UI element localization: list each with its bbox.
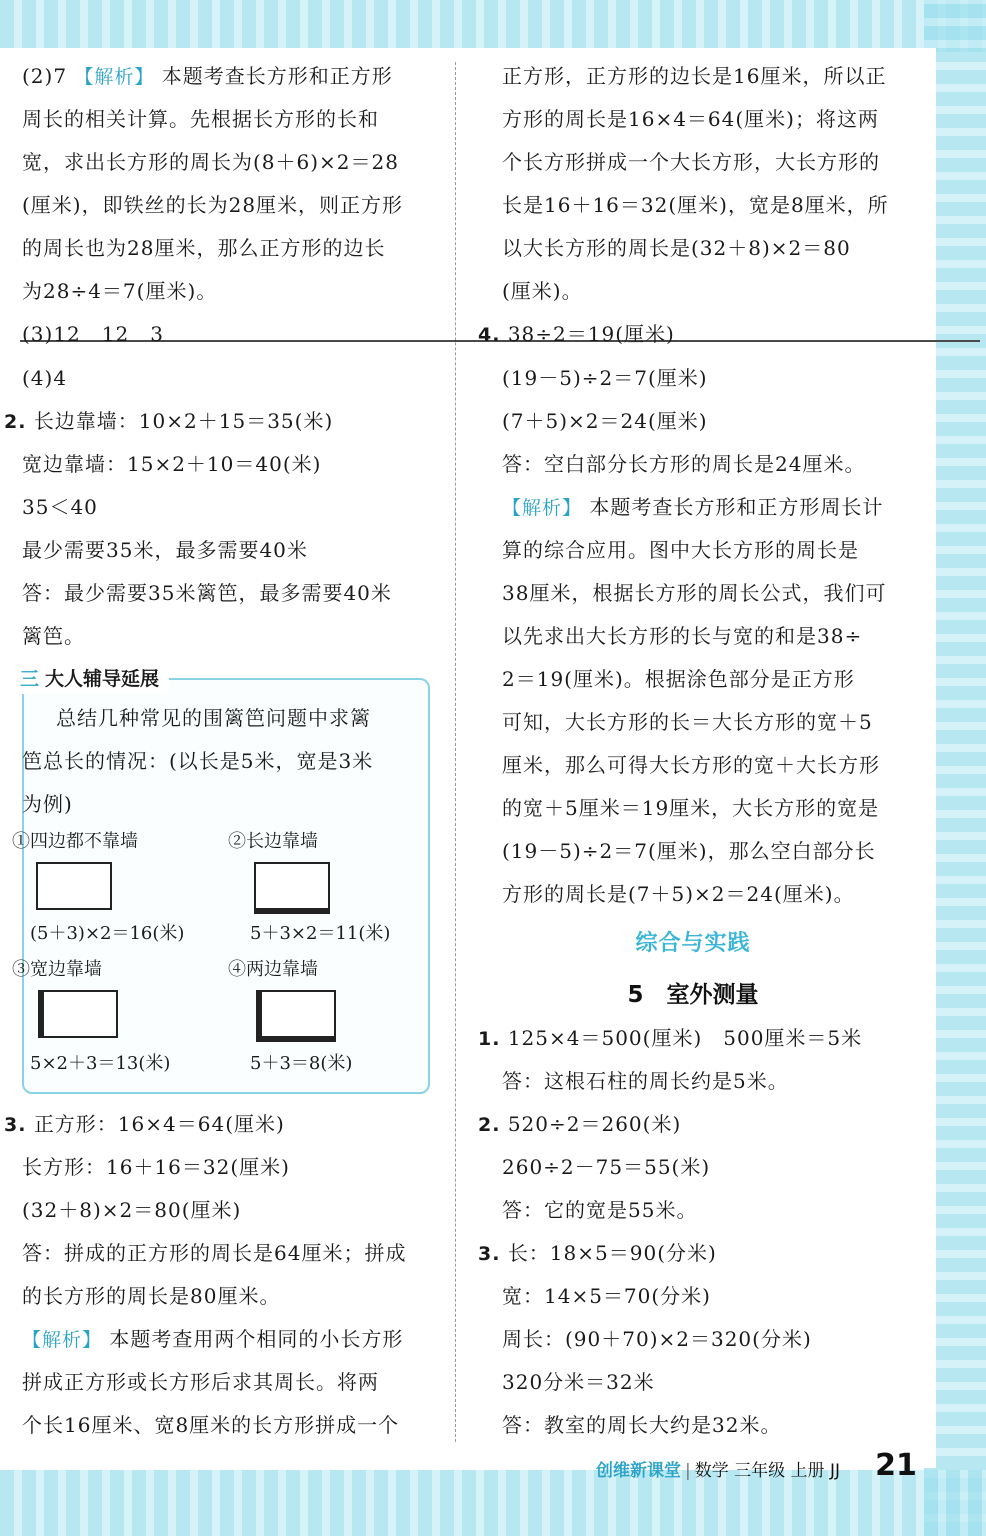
exercise-1-line — [478, 1024, 862, 1053]
answer-line: 320分米＝32米 — [502, 1370, 655, 1394]
question-number: 2. — [4, 411, 27, 433]
analysis-tag: 【解析】 — [74, 66, 155, 88]
page-number: 21 — [875, 1448, 917, 1483]
question-4-line — [478, 320, 675, 349]
analysis-line: 2＝19(厘米)。根据涂色部分是正方形 — [502, 667, 855, 691]
tutoring-extension-title — [12, 664, 169, 694]
answer-2-2-line — [22, 62, 393, 91]
answer-line: 答：教室的周长大约是32米。 — [502, 1413, 782, 1437]
answer-line: 520÷2＝260(米) — [507, 1112, 682, 1136]
fence-case-label: ①四边都不靠墙 — [12, 831, 138, 852]
analysis-text: 本题考查长方形和正方形 — [161, 64, 393, 88]
fence-diagram-no-wall — [36, 862, 112, 910]
analysis-line — [22, 1325, 403, 1354]
fence-case-label: ②长边靠墙 — [228, 831, 318, 852]
answer-line: 宽：14×5＝70(分米) — [502, 1284, 711, 1308]
answer-page — [0, 48, 936, 1468]
lesson-title: 5 室外测量 — [627, 982, 759, 1008]
box-title-text: 大人辅导延展 — [45, 668, 160, 690]
exercise-2-line — [478, 1110, 681, 1139]
fence-diagram-long-wall — [254, 862, 330, 914]
column-divider — [455, 62, 456, 1442]
decorative-top-border — [0, 0, 986, 52]
analysis-text: 本题考查长方形和正方形周长计 — [589, 495, 884, 519]
fence-case-formula: (5＋3)×2＝16(米) — [30, 923, 185, 944]
analysis-line: 正方形，正方形的边长是16厘米，所以正 — [502, 64, 887, 88]
footer-volume: 上册 — [790, 1461, 825, 1481]
footer-subject: 数学 — [694, 1461, 729, 1481]
analysis-line: 方形的周长是(7＋5)×2＝24(厘米)。 — [502, 882, 855, 906]
question-number: 3. — [4, 1114, 27, 1136]
answer-line: 长边靠墙：10×2＋15＝35(米) — [33, 409, 334, 433]
analysis-line: 以大长方形的周长是(32＋8)×2＝80 — [502, 236, 851, 260]
answer-line: 周长：(90＋70)×2＝320(分米) — [502, 1327, 812, 1351]
analysis-text: 本题考查用两个相同的小长方形 — [109, 1327, 404, 1351]
analysis-line: 方形的周长是16×4＝64(厘米)；将这两 — [502, 107, 879, 131]
analysis-line: 算的综合应用。图中大长方形的周长是 — [502, 538, 859, 562]
analysis-line: 长是16＋16＝32(厘米)，宽是8厘米，所 — [502, 193, 889, 217]
answer-line: 答：它的宽是55米。 — [502, 1198, 698, 1222]
analysis-line: 38厘米，根据长方形的周长公式，我们可 — [502, 581, 887, 605]
analysis-line: (19－5)÷2＝7(厘米)，那么空白部分长 — [502, 839, 876, 863]
answer-2-2-value: (2)7 — [22, 64, 68, 88]
answer-2-3: (3)12 12 3 — [22, 322, 164, 346]
answer-line: 35＜40 — [22, 495, 98, 519]
box-intro-line: 为例) — [22, 792, 73, 816]
answer-line: 260÷2－75＝55(米) — [502, 1155, 711, 1179]
answer-line: (32＋8)×2＝80(厘米) — [22, 1198, 242, 1222]
box-title-mark: 三 — [20, 668, 40, 690]
answer-2-4: (4)4 — [22, 366, 68, 390]
analysis-line: 的宽＋5厘米＝19厘米，大长方形的宽是 — [502, 796, 880, 820]
watermark-logo — [808, 1494, 958, 1534]
answer-line: 答：最少需要35米篱笆，最多需要40米 — [22, 581, 392, 605]
answer-line: 125×4＝500(厘米) 500厘米＝5米 — [507, 1026, 863, 1050]
box-intro-line: 总结几种常见的围篱笆问题中求篱 — [56, 706, 371, 730]
analysis-line: 宽，求出长方形的周长为(8＋6)×2＝28 — [22, 150, 399, 174]
analysis-line: 为28÷4＝7(厘米)。 — [22, 279, 218, 303]
answer-line: 篱笆。 — [22, 624, 85, 648]
answer-line: 长：18×5＝90(分米) — [507, 1241, 717, 1265]
answer-line: 长方形：16＋16＝32(厘米) — [22, 1155, 290, 1179]
answer-line: 宽边靠墙：15×2＋10＝40(米) — [22, 452, 322, 476]
analysis-line: (厘米)。 — [502, 279, 583, 303]
analysis-line: 以先求出大长方形的长与宽的和是38÷ — [502, 624, 863, 648]
answer-line: 答：这根石柱的周长约是5米。 — [502, 1069, 789, 1093]
exercise-3-line — [478, 1239, 717, 1268]
question-2-line — [4, 407, 333, 436]
analysis-line — [502, 493, 883, 522]
question-number: 4. — [478, 324, 501, 346]
fence-case-formula: 5＋3＝8(米) — [250, 1053, 353, 1074]
fence-case-label: ④两边靠墙 — [228, 959, 318, 980]
answer-line: 最少需要35米，最多需要40米 — [22, 538, 308, 562]
analysis-line: 的周长也为28厘米，那么正方形的边长 — [22, 236, 386, 260]
answer-line: 答：拼成的正方形的周长是64厘米；拼成 — [22, 1241, 407, 1265]
page-footer: 创维新课堂 | 数学 三年级 上册 JJ — [596, 1461, 840, 1481]
analysis-tag: 【解析】 — [502, 497, 583, 519]
fence-diagram-two-walls — [256, 990, 336, 1042]
fence-case-label: ③宽边靠墙 — [12, 959, 102, 980]
analysis-tag: 【解析】 — [22, 1329, 103, 1351]
analysis-line: (厘米)，即铁丝的长为28厘米，则正方形 — [22, 193, 404, 217]
footer-brand: 创维新课堂 — [596, 1461, 681, 1481]
answer-line: (19－5)÷2＝7(厘米) — [502, 366, 708, 390]
answer-line: 答：空白部分长方形的周长是24厘米。 — [502, 452, 866, 476]
analysis-line: 可知，大长方形的长＝大长方形的宽＋5 — [502, 710, 873, 734]
answer-line: (7＋5)×2＝24(厘米) — [502, 409, 708, 433]
analysis-line: 厘米，那么可得大长方形的宽＋大长方形 — [502, 753, 880, 777]
fence-case-formula: 5×2＋3＝13(米) — [30, 1053, 171, 1074]
analysis-line: 周长的相关计算。先根据长方形的长和 — [22, 107, 379, 131]
analysis-line: 拼成正方形或长方形后求其周长。将两 — [22, 1370, 379, 1394]
answer-line: 的长方形的周长是80厘米。 — [22, 1284, 281, 1308]
analysis-line: 个长16厘米、宽8厘米的长方形拼成一个 — [22, 1413, 400, 1437]
footer-edition: JJ — [829, 1461, 840, 1481]
footer-grade: 三年级 — [734, 1461, 786, 1481]
section-title: 综合与实践 — [635, 931, 751, 956]
fence-diagram-short-wall — [38, 990, 118, 1038]
question-number: 2. — [478, 1114, 501, 1136]
answer-line: 正方形：16×4＝64(厘米) — [33, 1112, 285, 1136]
analysis-line: 个长方形拼成一个大长方形，大长方形的 — [502, 150, 880, 174]
answer-line: 38÷2＝19(厘米) — [507, 322, 675, 346]
question-number: 1. — [478, 1028, 501, 1050]
fence-case-formula: 5＋3×2＝11(米) — [250, 923, 391, 944]
box-intro-line: 笆总长的情况：(以长是5米，宽是3米 — [22, 749, 374, 773]
question-3-line — [4, 1110, 285, 1139]
question-number: 3. — [478, 1243, 501, 1265]
